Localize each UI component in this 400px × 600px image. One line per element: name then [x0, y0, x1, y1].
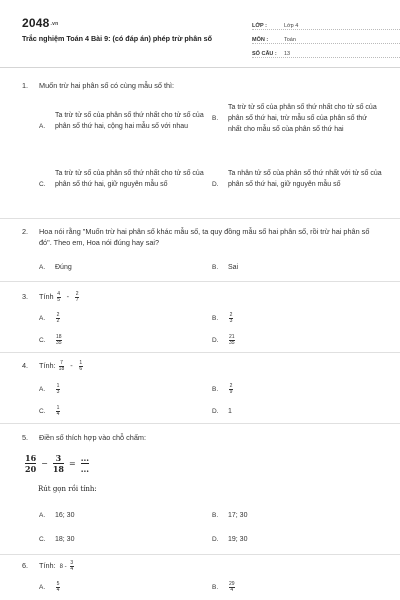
denominator: 5: [57, 296, 61, 303]
question-text: Điền số thích hợp vào chỗ chấm:: [39, 433, 146, 442]
option-b[interactable]: [212, 510, 247, 521]
denominator: 18: [52, 464, 64, 474]
numerator: 21: [229, 334, 235, 340]
option-letter: D.: [212, 408, 219, 415]
option-letter: A.: [39, 123, 46, 130]
question-label: Tính:: [39, 361, 56, 370]
option-letter: D.: [212, 536, 219, 543]
meta-row-class: [252, 16, 400, 30]
numerator: 2: [56, 312, 60, 318]
question-separator: [0, 352, 400, 353]
meta-label: LỚP :: [252, 23, 267, 29]
denominator: 4: [56, 411, 60, 417]
question-label: Tính: [39, 292, 54, 301]
fraction: [25, 453, 36, 474]
option-text: 19; 30: [228, 536, 248, 543]
option-b[interactable]: [212, 313, 234, 324]
option-d[interactable]: [212, 168, 382, 190]
meta-value: Toán: [284, 37, 296, 43]
meta-value: 13: [284, 51, 291, 57]
numerator: 7: [60, 359, 63, 366]
fraction: [59, 361, 65, 372]
meta-row-count: [252, 44, 400, 58]
question-2: [22, 226, 382, 271]
option-text: Ta trừ tử số của phân số thứ nhất cho tử số của phân số thứ hai, trừ mẫu số của phân số thứ nhất cho mẫu số của phân số thứ hai: [228, 104, 377, 133]
numerator: 4: [57, 290, 61, 297]
question-label: Tính:: [39, 561, 56, 570]
denominator: 35: [56, 340, 62, 346]
option-a[interactable]: [39, 110, 214, 132]
minus-operator: -: [66, 292, 70, 301]
option-b[interactable]: [212, 384, 234, 395]
header-divider: [0, 67, 400, 68]
meta-info: [252, 16, 400, 58]
option-text: Sai: [228, 264, 239, 271]
option-letter: B.: [212, 512, 219, 519]
fraction: [53, 453, 64, 474]
denominator: 2: [56, 318, 60, 324]
numerator: 16: [25, 453, 37, 463]
denominator: 18: [58, 365, 65, 372]
denominator: 3: [229, 318, 233, 324]
numerator: 29: [229, 581, 235, 587]
question-text: [39, 560, 382, 573]
equation: [22, 453, 92, 474]
question-note: Rút gọn rồi tính:: [38, 485, 97, 493]
option-text: 16; 30: [55, 512, 75, 519]
option-b[interactable]: [212, 262, 238, 273]
question-4: [22, 359, 382, 417]
question-text: Muốn trừ hai phân số có cùng mẫu số thì:: [39, 81, 175, 90]
option-text: 1: [228, 408, 232, 415]
numerator-blank: ...: [80, 453, 90, 463]
numerator: 2: [229, 312, 233, 318]
option-a[interactable]: [39, 384, 61, 395]
option-fraction: [56, 582, 60, 593]
equals-operator: =: [68, 459, 76, 468]
numerator: 2: [229, 383, 233, 389]
option-c[interactable]: [39, 406, 61, 417]
option-letter: A.: [39, 264, 46, 271]
option-letter: B.: [212, 115, 219, 122]
fraction: [79, 361, 83, 372]
question-6: [22, 559, 382, 593]
question-text: Hoa nói rằng "Muốn trừ hai phân số khác mẫu số, ta quy đồng mẫu số hai phân số, rồi trừ hai phân số đó". Theo em, Hoa nói đúng hay sai?: [39, 227, 370, 247]
numerator: 3: [70, 559, 74, 566]
denominator: 4: [56, 587, 60, 593]
question-text: [39, 360, 382, 372]
option-fraction: [229, 313, 233, 324]
numerator: 18: [56, 334, 62, 340]
option-a[interactable]: [39, 582, 61, 593]
option-a[interactable]: [39, 510, 74, 521]
option-letter: C.: [39, 408, 46, 415]
numerator: 3: [55, 453, 62, 463]
option-letter: D.: [212, 181, 219, 188]
minus-operator: -: [70, 361, 73, 370]
option-fraction: [229, 582, 235, 593]
meta-label: SỐ CÂU :: [252, 51, 277, 57]
option-text: 18; 30: [55, 536, 75, 543]
option-c[interactable]: [39, 534, 74, 545]
option-d[interactable]: [212, 534, 247, 545]
denominator: 9: [229, 389, 233, 395]
option-letter: C.: [39, 181, 46, 188]
question-number: 4.: [22, 361, 29, 370]
option-text: Ta trừ tử số của phân số thứ nhất cho tử số của phân số thứ hai, cộng hai mẫu số với nhau: [55, 112, 204, 130]
option-letter: C.: [39, 536, 46, 543]
option-letter: A.: [39, 315, 46, 322]
question-number: 2.: [22, 227, 29, 236]
denominator: 3: [56, 389, 60, 395]
numerator: 1: [79, 359, 83, 366]
option-letter: A.: [39, 386, 46, 393]
question-3: [22, 290, 382, 346]
option-fraction: [229, 384, 233, 395]
numerator: 1: [56, 383, 60, 389]
option-text: Ta nhân tử số của phân số thứ nhất với tử số của phân số thứ hai, giữ nguyên mẫu số: [228, 170, 382, 188]
option-fraction: [56, 406, 60, 417]
option-letter: B.: [212, 386, 219, 393]
minus-operator: −: [41, 459, 48, 468]
expression-prefix: 8 -: [59, 564, 67, 570]
option-d[interactable]: [212, 335, 236, 346]
option-c[interactable]: [39, 335, 63, 346]
option-a[interactable]: [39, 313, 61, 324]
option-text: Đúng: [55, 264, 72, 271]
question-separator: [0, 218, 400, 219]
option-letter: A.: [39, 584, 46, 591]
meta-label: MÔN :: [252, 37, 269, 43]
denominator: 4: [230, 587, 234, 593]
option-letter: B.: [212, 315, 219, 322]
denominator: 6: [79, 365, 83, 372]
option-d[interactable]: [212, 406, 232, 417]
option-b[interactable]: [212, 102, 382, 135]
option-letter: D.: [212, 337, 219, 344]
question-separator: [0, 281, 400, 282]
question-separator: [0, 423, 400, 424]
option-letter: A.: [39, 512, 46, 519]
denominator: 20: [25, 464, 37, 474]
fraction: [57, 292, 61, 303]
option-fraction: [56, 313, 60, 324]
denominator: 4: [70, 565, 74, 572]
logo-suffix: .vn: [50, 20, 59, 27]
logo-text: 2048: [22, 16, 50, 30]
option-c[interactable]: [39, 168, 214, 190]
meta-row-subject: [252, 30, 400, 44]
numerator: 5: [56, 581, 60, 587]
question-5: [22, 432, 382, 443]
option-fraction: [56, 384, 60, 395]
option-fraction: [56, 335, 62, 346]
question-number: 6.: [22, 561, 29, 570]
question-number: 5.: [22, 433, 29, 442]
question-number: 1.: [22, 81, 29, 90]
denominator-blank: ...: [80, 464, 90, 474]
numerator: 2: [75, 290, 79, 297]
option-b[interactable]: [212, 582, 236, 593]
answer-blank-fraction[interactable]: [81, 453, 89, 474]
option-fraction: [229, 335, 235, 346]
header: [22, 16, 382, 68]
numerator: 1: [56, 405, 60, 411]
site-logo[interactable]: [22, 16, 58, 30]
denominator: 35: [229, 340, 235, 346]
question-text: [39, 291, 382, 303]
question-1: [22, 80, 382, 188]
option-a[interactable]: [39, 262, 72, 273]
option-letter: C.: [39, 337, 46, 344]
option-letter: B.: [212, 584, 219, 591]
denominator: 7: [75, 296, 79, 303]
meta-value: Lớp 4: [284, 23, 299, 29]
fraction: [70, 561, 74, 572]
option-letter: B.: [212, 264, 219, 271]
option-text: 17; 30: [228, 512, 248, 519]
question-separator: [0, 554, 400, 555]
option-text: Ta trừ tử số của phân số thứ nhất cho tử số của phân số thứ hai, giữ nguyên mẫu số: [55, 170, 204, 188]
document-title: Trắc nghiệm Toán 4 Bài 9: (có đáp án) phép trừ phân số: [22, 34, 212, 43]
question-number: 3.: [22, 292, 29, 301]
fraction: [75, 292, 79, 303]
